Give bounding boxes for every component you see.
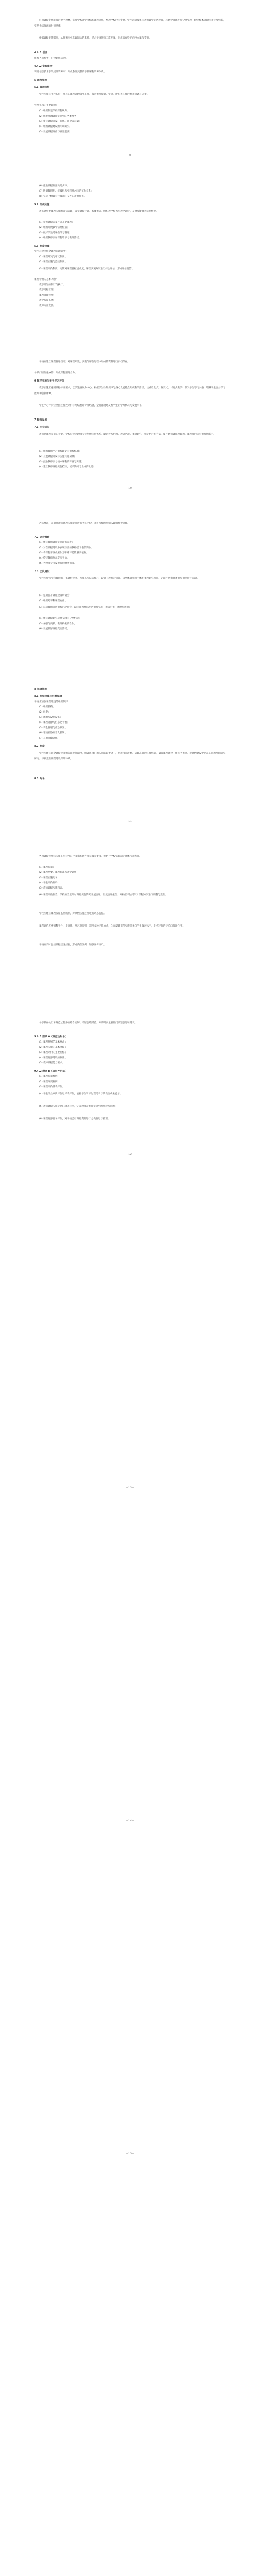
list-item: (1) 课程方案样例；	[39, 1075, 60, 1078]
paragraph: 应用课程资源丰富的数字教材，依据学校教学目标和课程规划，整理学校已有资源、学生活动成果与教师教学实践经验，将教学资源进行分类整理，建立校本资源库并持续更新，实现优质资源的共享共建。	[34, 19, 226, 28]
page-number: —11—	[126, 820, 134, 823]
section-heading: 5.3 制度保障	[34, 245, 50, 248]
section-heading: 7.1 专业成长	[34, 426, 50, 429]
text-line: 利用信息技术手段建设资源库，形成系统完整的学校课程资源体系。	[34, 71, 106, 73]
list-item: (4) 搭建教师展示交流平台；	[39, 557, 70, 560]
page-number: —13—	[126, 1487, 134, 1489]
list-item: (3) 课程评价的主要指标；	[39, 1051, 67, 1054]
page-number: —14—	[126, 1820, 134, 1822]
list-item: (2) 开展课程开发与实施专题研修；	[39, 455, 77, 458]
list-item: (7) 协调教研组、年级组与学科组之间的工作关系；	[39, 190, 94, 193]
list-item: (5) 加强与高校、教研机构的合作。	[39, 623, 77, 625]
page-number: —9—	[127, 154, 133, 157]
paragraph: 教师是课程实施的关键。学校应建立教师专业发展支持体系，通过校本培训、教研活动、课题研究、师徒结对等方式，提升教师课程理解力、课程执行力与课程创新力。	[39, 433, 216, 436]
list-item: (3) 场地与设施设备；	[39, 716, 62, 719]
list-item: (6) 开展校际课程交流活动。	[39, 628, 70, 630]
section-heading: 5.1 管理机构	[34, 86, 50, 89]
list-item: (3) 做好学生选课指导与管理；	[39, 232, 72, 234]
paragraph: (6) 课程资源目录样例，对学校已有课程资源进行分类登记与管理；	[39, 1118, 110, 1120]
text-line: 管理机构的主要职责：	[34, 104, 58, 107]
list-item: (1) 建立教师课程实施评价制度；	[39, 541, 74, 544]
list-item: (5) 教师课程实施档案；	[39, 887, 65, 890]
section-heading: 9.4.1 附录 A（规范性附录）	[34, 1036, 68, 1038]
list-item: (3) 审议课程开发、选修、评价等方案；	[39, 120, 82, 123]
section-heading: 4.4.1 创设	[34, 52, 47, 54]
list-item: (1) 课程开发与审议制度；	[39, 256, 67, 258]
text-line: 组织人员配置，开设研修活动。	[34, 57, 68, 60]
list-item: (3) 鼓励教师参与校本课程的开发与实施；	[39, 461, 84, 463]
list-item: (5) 教师课程能力要求；	[39, 1062, 65, 1064]
list-item: (4) 建立教师课程实施档案，记录教师专业成长轨迹；	[39, 466, 96, 468]
paragraph: 学校应加强学科教研组、备课组建设，形成以校长为核心、以骨干教师为引领、以全体教师为主体的课程研究团队，定期开展集体备课与课例研讨活动。	[39, 577, 199, 580]
section-heading: 4.4.2 资源建设	[34, 65, 53, 68]
section-heading: 7 教师发展	[34, 419, 47, 422]
section-heading: 7.2 评价激励	[34, 536, 50, 539]
section-heading: 7.3 团队建设	[34, 570, 50, 573]
list-item: 教学计划的制订与执行；	[39, 284, 66, 286]
paragraph: 教务处负责课程实施的日常管理，落实课程计划，编排课表，组织教学检查与教学评价，及时反馈课程实施情况。	[39, 210, 159, 213]
list-item: (5) 开展课程评估与质量监测。	[39, 131, 72, 133]
paragraph: 学校应建立健全课程建设的各项规章制度，明确各部门和人员的职责分工，形成权责清晰、运转高效的工作机制，确保课程建设工作有序推进。对课程建设中存在的问题及时研究解决，不断完善课程建设保障体系。	[34, 752, 226, 760]
text-line: 各部门应加强协作，形成课程管理合力。	[34, 372, 77, 374]
section-heading: 6 教学实施与学生学习评价	[34, 380, 64, 383]
paragraph: (3) 课程评价制度，定期对课程目标达成度、课程实施效果进行综合评估，形成评估报告；	[39, 268, 134, 270]
list-item: (8) 完成上级教育行政部门交办的其他任务。	[39, 195, 86, 198]
paragraph: 学校应建立课程管理档案，对课程开发、实施与评价过程中形成的资料进行归档保存。	[39, 361, 130, 363]
list-item: (2) 课程实施与监控制度；	[39, 261, 67, 263]
text-line: 学校应加强课程建设的组织领导：	[34, 701, 70, 703]
text-line: 课程管理的基本内容：	[34, 278, 58, 281]
list-item: (7) 其他保障条件。	[39, 737, 60, 740]
list-item: (4) 建立课程研究成果交流与分享机制；	[39, 617, 82, 620]
list-item: (2) 统筹协调课程实施中的各类事务；	[39, 115, 79, 118]
paragraph: 课程评价应遵循科学性、发展性、多元性原则，采用多种评价方式，全面反映课程实施效果与学生发展水平，发挥评价的导向与激励作用。	[39, 925, 185, 928]
page-number: —10—	[126, 487, 134, 490]
list-item: (4) 学生评价资料；	[39, 882, 60, 884]
list-item: (6) 家校社协同育人机制；	[39, 732, 67, 734]
list-item: (1) 定期召开课程建设研讨会；	[39, 594, 72, 597]
list-item: 课程资源管理；	[39, 294, 56, 297]
text-line: 学校应建立健全课程管理制度：	[34, 250, 68, 253]
list-item: (3) 将课程开发成果作为职称评聘的重要依据；	[39, 552, 89, 554]
list-item: (4) 组织教师参加课程培训与教研活动；	[39, 237, 82, 239]
section-heading: 8.2 制度	[34, 745, 45, 748]
paragraph: (6) 课程评估报告。学校应当定期对课程实施情况开展自评，形成自评报告，并根据评估结果对课程方案进行调整与完善。	[39, 894, 167, 896]
paragraph: 各项课程管理与实施工作应当符合国家和地方相关政策要求，并结合学校实际制定具体实施方案。	[39, 855, 142, 858]
list-item: (1) 按照课程方案开齐开足课程；	[39, 221, 74, 224]
paragraph: (5) 教师课程实施反思记录表样例，记录教师在课程实施中的经验与问题；	[39, 1105, 118, 1108]
section-heading: 9.4.2 附录 B（资料性附录）	[34, 1070, 68, 1073]
list-item: (1) 组织机构；	[39, 706, 55, 708]
list-item: (1) 组织制定学校课程规划；	[39, 110, 70, 112]
list-item: (5) 安全管理与应急预案；	[39, 727, 67, 729]
list-item: (2) 课程实施的基本流程；	[39, 1046, 67, 1049]
list-item: (2) 对在课程建设中表现突出的教师给予表彰奖励；	[39, 547, 94, 549]
list-item: (4) 课程资源建设的标准；	[39, 1057, 67, 1059]
paragraph: 根据课程实施需要，从资源库中选取适合的素材，结合学情进行二次开发，形成具有特色的校本课程资源。	[39, 37, 151, 40]
list-item: (4) 课程资源与信息化平台；	[39, 721, 70, 724]
list-item: (4) 组织课程建设的专项研究；	[39, 125, 72, 128]
page-number: —15—	[126, 2153, 134, 2155]
list-item: 教学过程管理；	[39, 289, 56, 291]
section-heading: 8.1 组织保障与经费保障	[34, 695, 62, 698]
list-item: (3) 课程评价量表样例；	[39, 1086, 65, 1088]
list-item: (2) 课程纲要、课程标准与教学计划；	[39, 871, 79, 874]
list-item: (3) 课程实施记录；	[39, 877, 60, 879]
list-item: (6) 推进课程资源共建共享；	[39, 185, 70, 187]
paragraph: 学生学习评价应坚持过程性评价与终结性评价相结合，全面客观地反映学生的学习状况与发展水平。	[39, 404, 145, 407]
page-number: —12—	[126, 1153, 134, 1156]
list-item: 教学质量监测；	[39, 299, 56, 302]
section-heading: 8.3 附录	[34, 778, 45, 780]
list-item: (1) 组织教师学习课程理论与课程标准；	[39, 450, 82, 453]
section-heading: 8 保障措施	[34, 688, 47, 691]
section-heading: 5.2 组织实施	[34, 204, 50, 206]
section-heading: 5 课程管理	[34, 79, 47, 82]
paragraph: 教学实施应遵循课程标准要求，以学生发展为中心，根据学生认知规律与身心发展特点组织教学活动，注重启发式、探究式、讨论式教学，激发学生学习兴趣，培养学生自主学习能力和创新精神。	[34, 387, 226, 395]
list-item: 教师专业发展；	[39, 304, 56, 307]
list-item: (2) 课程纲要样例；	[39, 1081, 60, 1083]
paragraph: (4) 学生综合素质评价记录表样例，包括学生学习过程记录与阶段性成果展示；	[39, 1093, 122, 1095]
list-item: (5) 为教师专业发展提供经费保障。	[39, 562, 77, 565]
list-item: (1) 课程规划的基本要求；	[39, 1041, 67, 1044]
list-item: (2) 组织跨学科课程协作；	[39, 600, 67, 602]
paragraph: (3) 鼓励教师开展课程行动研究，以问题为导向改进课程实施，形成可推广的经验成果；	[39, 606, 132, 609]
paragraph: 严格要求，定期对教师课程实施能力进行考核评价，并将考核结果纳入教师绩效管理。	[39, 522, 130, 525]
paragraph: 各学校在执行本规范过程中应结合实际，不断总结经验，并及时向主管部门反馈意见和建议。	[39, 1022, 137, 1024]
paragraph: 学校应及时总结课程建设经验，形成典型案例，加强宣传推广。	[39, 944, 106, 946]
list-item: (2) 经费；	[39, 711, 50, 714]
list-item: (1) 课程方案；	[39, 866, 55, 869]
paragraph: 学校应建立课程质量监测机制，对课程实施过程进行动态监控。	[39, 912, 106, 915]
list-item: (2) 组织开展教学常规检查；	[39, 226, 70, 229]
paragraph: 学校应成立由校长担任组长的课程管理领导小组，负责课程规划、实施、评价等工作的统筹协调与决策。	[39, 93, 149, 96]
